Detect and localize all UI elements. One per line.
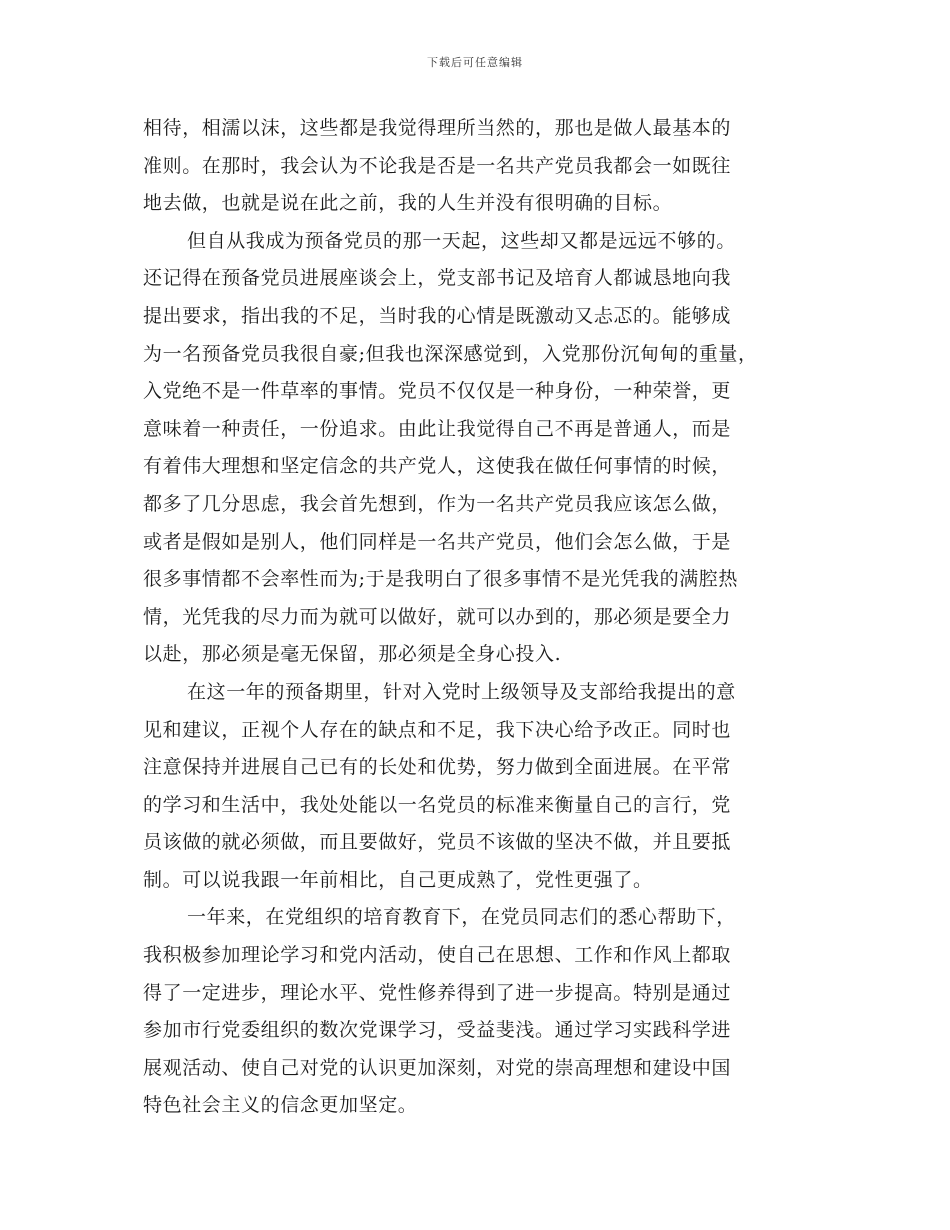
paragraph-first-line: 在这一年的预备期里，针对入党时上级领导及支部给我提出的意 <box>187 680 736 703</box>
text-line: 参加市行党委组织的数次党课学习，受益斐浅。通过学习实践科学进 <box>143 1019 732 1042</box>
text-line: 很多事情都不会率性而为;于是我明白了很多事情不是光凭我的满腔热 <box>143 568 739 591</box>
text-line: 相待，相濡以沫，这些都是我觉得理所当然的，那也是做人最基本的 <box>143 117 732 139</box>
text-line: 提出要求，指出我的不足，当时我的心情是既激动又忐忑的。能够成 <box>143 304 732 327</box>
text-line: 还记得在预备党员进展座谈会上，党支部书记及培育人都诚恳地向我 <box>143 267 732 290</box>
text-line: 准则。在那时，我会认为不论我是否是一名共产党员我都会一如既往 <box>143 154 732 177</box>
text-line: 员该做的就必须做，而且要做好，党员不该做的坚决不做，并且要抵 <box>143 831 732 854</box>
text-line: 注意保持并进展自己已有的长处和优势，努力做到全面进展。在平常 <box>143 756 732 779</box>
text-line: 意味着一种责任，一份追求。由此让我觉得自己不再是普通人，而是 <box>143 417 732 440</box>
paragraph-first-line: 但自从我成为预备党员的那一天起，这些却又都是远远不够的。 <box>187 229 736 252</box>
text-line: 特色社会主义的信念更加坚定。 <box>143 1094 418 1117</box>
text-line: 制。可以说我跟一年前相比，自己更成熟了，党性更强了。 <box>143 868 653 891</box>
text-line: 的学习和生活中，我处处能以一名党员的标准来衡量自己的言行，党 <box>143 793 732 816</box>
text-line: 展观活动、使自己对党的认识更加深刻，对党的崇高理想和建设中国 <box>143 1056 732 1079</box>
text-line: 得了一定进步，理论水平、党性修养得到了进一步提高。特别是通过 <box>143 981 732 1004</box>
text-line: 或者是假如是别人，他们同样是一名共产党员，他们会怎么做，于是 <box>143 530 732 553</box>
text-line: 以赴，那必须是毫无保留，那必须是全身心投入. <box>143 643 562 666</box>
body-text <box>143 110 803 1125</box>
text-line: 为一名预备党员我很自豪;但我也深深感觉到，入党那份沉甸甸的重量， <box>143 342 758 365</box>
paragraph-first-line: 一年来，在党组织的培育教育下，在党员同志们的悉心帮助下， <box>187 906 736 929</box>
page-header: 下载后可任意编辑 <box>427 56 523 69</box>
text-line: 地去做，也就是说在此之前，我的人生并没有很明确的目标。 <box>143 192 673 215</box>
text-line: 见和建议，正视个人存在的缺点和不足，我下决心给予改正。同时也 <box>143 718 732 741</box>
text-line: 我积极参加理论学习和党内活动，使自己在思想、工作和作风上都取 <box>143 944 732 967</box>
text-line: 都多了几分思虑，我会首先想到，作为一名共产党员我应该怎么做， <box>143 492 732 515</box>
text-line: 情，光凭我的尽力而为就可以做好，就可以办到的，那必须是要全力 <box>143 605 732 628</box>
text-line: 入党绝不是一件草率的事情。党员不仅仅是一种身份，一种荣誉，更 <box>143 380 732 403</box>
text-line: 有着伟大理想和坚定信念的共产党人，这使我在做任何事情的时候， <box>143 455 732 478</box>
